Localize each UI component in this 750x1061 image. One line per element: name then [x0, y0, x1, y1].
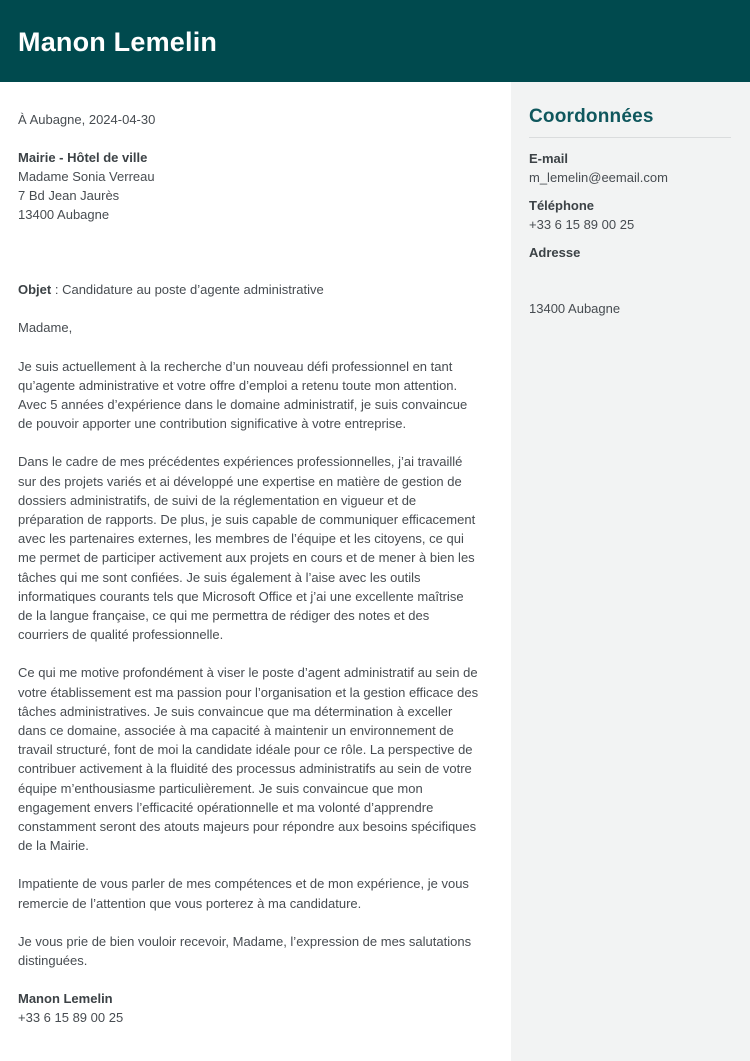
phone-value: +33 6 15 89 00 25: [529, 217, 635, 232]
subject-text: : Candidature au poste d’agente administrative: [51, 282, 324, 298]
email-label: E-mail: [529, 151, 569, 166]
page-body: [0, 82, 750, 1061]
contact-sidebar: [511, 82, 750, 1061]
letter-paragraph: Ce qui me motive profondément à viser le poste d’agent administratif au sein de votre établissement est ma passion pour l’organisation et la gestion efficace des tâches administratives. Je suis convaincue que ma détermination à exceller dans ce domaine, associée à ma capacité à maintenir un environnement de travail structuré, font de moi la candidate idéale pour ce rôle. La perspective de contribuer activement à la fluidité des processus administratifs au sein de votre équipe m’enthousiasme particulièrement. Je suis convaincue que mon engagement envers l’efficacité opérationnelle et ma volonté d’apprendre constamment seront des atouts majeurs pour répondre aux besoins spécifiques de la Mairie.: [18, 665, 479, 854]
letter-column: [0, 82, 511, 1061]
contact-group-address: [529, 243, 731, 318]
recipient-organization: Mairie - Hôtel de ville: [18, 150, 148, 166]
closing-line: Je vous prie de bien vouloir recevoir, Madame, l’expression de mes salutations distinguées.: [18, 933, 472, 969]
letter-paragraph: Je suis actuellement à la recherche d’un nouveau défi professionnel en tant qu’agente administrative et votre offre d’emploi a retenu toute mon attention. Avec 5 années d’expérience dans le domaine administratif, je suis convaincue de pouvoir apporter une contribution significative à votre entreprise.: [18, 358, 468, 432]
letter-paragraph: Dans le cadre de mes précédentes expériences professionnelles, j’ai travaillé sur des projets variés et ai développé une expertise en matière de gestion de dossiers administratifs, de suivi de la réglementation en vigueur et de préparation de rapports. De plus, je suis capable de communiquer efficacement avec les partenaires externes, les membres de l’équipe et les citoyens, ce qui me permet de participer activement aux projets en cours et de mener à bien les tâches qui me sont confiées. Je suis également à l’aise avec les outils informatiques courants tels que Microsoft Office et j’ai une excellente maîtrise de la langue française, ce qui me permettra de rédiger des notes et des courriers de qualité professionnelle.: [18, 454, 476, 643]
contact-group-phone: [529, 196, 731, 234]
phone-label: Téléphone: [529, 198, 595, 213]
signature-name: Manon Lemelin: [18, 991, 113, 1007]
subject-label: Objet: [18, 282, 52, 298]
spacer: [529, 262, 731, 299]
header-band: [0, 0, 750, 82]
salutation: Madame,: [18, 320, 73, 336]
recipient-contact: Madame Sonia Verreau: [18, 169, 155, 185]
applicant-name: Manon Lemelin: [18, 26, 218, 57]
signature-block: [18, 989, 481, 1027]
sidebar-title: Coordonnées: [529, 106, 731, 138]
recipient-address-block: [18, 148, 481, 224]
letter-paragraph: Impatiente de vous parler de mes compétences et de mon expérience, je vous remercie de l’attention que vous porterez à ma candidature.: [18, 876, 469, 911]
address-value: 13400 Aubagne: [529, 301, 621, 316]
spacer: [18, 243, 481, 280]
recipient-city: 13400 Aubagne: [18, 207, 110, 223]
subject-line: [18, 280, 481, 299]
address-label: Adresse: [529, 245, 581, 260]
signature-phone: +33 6 15 89 00 25: [18, 1010, 124, 1026]
recipient-street: 7 Bd Jean Jaurès: [18, 188, 120, 204]
contact-group-email: [529, 149, 731, 187]
email-value: m_lemelin@eemail.com: [529, 170, 668, 185]
date-line: À Aubagne, 2024-04-30: [18, 112, 156, 127]
